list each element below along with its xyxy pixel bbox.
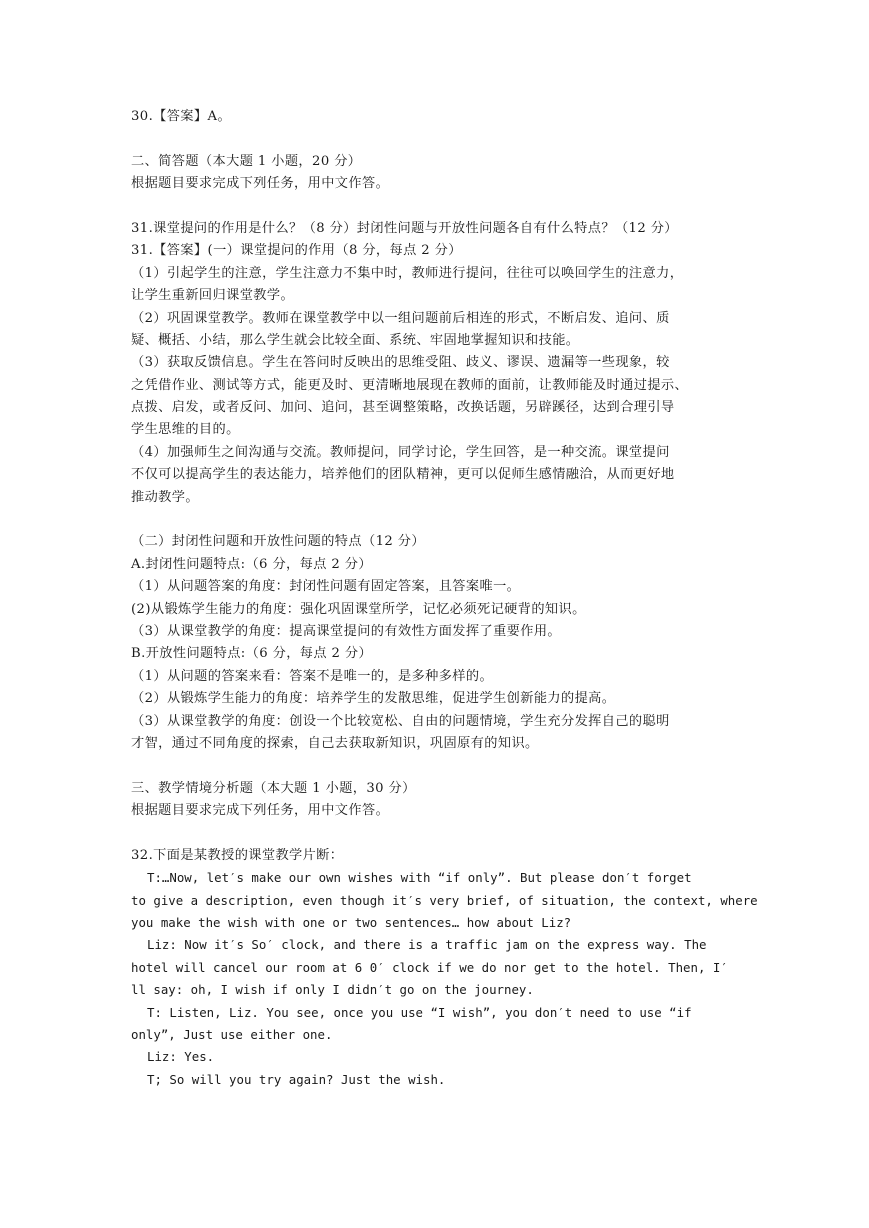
section2-instruction: 根据题目要求完成下列任务，用中文作答。: [131, 176, 390, 192]
liz-line1: Liz: Now it′s So′ clock, and there is a traffic jam on the express way. The: [147, 937, 707, 953]
open-point2: （2）从锻炼学生能力的角度：培养学生的发散思维，促进学生创新能力的提高。: [131, 691, 616, 707]
open-point3-line1: （3）从课堂教学的角度：创设一个比较宽松、自由的问题情境，学生充分发挥自己的聪明: [131, 713, 670, 729]
open-point3-line2: 才智，通过不同角度的探索，自己去获取新知识，巩固原有的知识。: [131, 735, 539, 751]
closed-point2: (2)从锻炼学生能力的角度：强化巩固课堂所学，记忆必须死记硬背的知识。: [131, 601, 586, 617]
q31-point4-line1: （4）加强师生之间沟通与交流。教师提问，同学讨论，学生回答，是一种交流。课堂提问: [131, 444, 670, 460]
teacher-line2: T: Listen, Liz. You see, once you use “I wish”, you don′t need to use “if: [147, 1004, 692, 1020]
section2-heading: 二、简答题（本大题 1 小题，20 分）: [131, 153, 362, 169]
q31-question: 31.课堂提问的作用是什么？（8 分）封闭性问题与开放性问题各自有什么特点？（12 分）: [131, 220, 678, 236]
q30-answer: 30.【答案】A。: [131, 109, 232, 124]
q32-intro: 32.下面是某教授的课堂教学片断：: [131, 847, 344, 863]
q31-point4-line3: 推动教学。: [131, 489, 199, 505]
liz-line2: Liz: Yes.: [147, 1049, 215, 1065]
teacher-line2-cont: only”, Just use either one.: [131, 1027, 333, 1043]
closed-point3: （3）从课堂教学的角度：提高课堂提问的有效性方面发挥了重要作用。: [131, 623, 561, 639]
teacher-line1: T:…Now, let′s make our own wishes with “if only”. But please don′t forget: [147, 870, 692, 886]
teacher-line1-cont2: you make the wish with one or two sentences… how about Liz?: [131, 915, 572, 931]
section3-heading: 三、教学情境分析题（本大题 1 小题，30 分）: [131, 780, 416, 796]
q31-point1-line1: （1）引起学生的注意，学生注意力不集中时，教师进行提问，往往可以唤回学生的注意力，: [131, 265, 684, 281]
q31-point1-line2: 让学生重新回归课堂教学。: [131, 288, 295, 304]
closed-point1: （1）从问题答案的角度：封闭性问题有固定答案，且答案唯一。: [131, 579, 521, 595]
q31-point3-line3: 点拨、启发，或者反问、加问、追问，甚至调整策略，改换话题，另辟蹊径，达到合理引导: [131, 400, 675, 416]
open-point1: （1）从问题的答案来看：答案不是唯一的，是多种多样的。: [131, 668, 494, 684]
liz-line1-cont: hotel will cancel our room at 6 0′ clock if we do nor get to the hotel. Then, I′: [131, 959, 728, 975]
q31-answer-heading: 31.【答案】(一）课堂提问的作用（8 分，每点 2 分）: [131, 243, 462, 259]
q31-point2-line1: （2）巩固课堂教学。教师在课堂教学中以一组问题前后相连的形式，不断启发、追问、质: [131, 310, 670, 326]
section3-instruction: 根据题目要求完成下列任务，用中文作答。: [131, 803, 390, 819]
q31-part2-heading: （二）封闭性问题和开放性问题的特点（12 分）: [131, 534, 425, 550]
teacher-line1-cont: to give a description, even though it′s very brief, of situation, the context, where: [131, 892, 758, 908]
liz-line1-cont2: ll say: oh, I wish if only I didn′t go on the journey.: [131, 982, 534, 998]
q31-point3-line1: （3）获取反馈信息。学生在答问时反映出的思维受阻、歧义、谬误、遗漏等一些现象，较: [131, 355, 670, 371]
teacher-line3: T; So will you try again? Just the wish.: [147, 1071, 446, 1087]
spacer: [131, 509, 739, 531]
spacer: [131, 755, 739, 777]
spacer: [131, 128, 739, 150]
q31-point4-line2: 不仅可以提高学生的表达能力，培养他们的团队精神，更可以促师生感情融洽，从而更好地: [131, 467, 675, 483]
spacer: [131, 196, 739, 218]
spacer: [131, 823, 739, 845]
document-page: [131, 106, 758, 1091]
q31-point2-line2: 疑、概括、小结，那么学生就会比较全面、系统、牢固地掌握知识和技能。: [131, 332, 580, 348]
closed-questions-heading: A.封闭性问题特点:（6 分，每点 2 分）: [131, 556, 372, 572]
q31-point3-line4: 学生思维的目的。: [131, 422, 240, 438]
open-questions-heading: B.开放性问题特点:（6 分，每点 2 分）: [131, 646, 373, 662]
q31-point3-line2: 之凭借作业、测试等方式，能更及时、更清晰地展现在教师的面前，让教师能及时通过提示、: [131, 377, 689, 393]
